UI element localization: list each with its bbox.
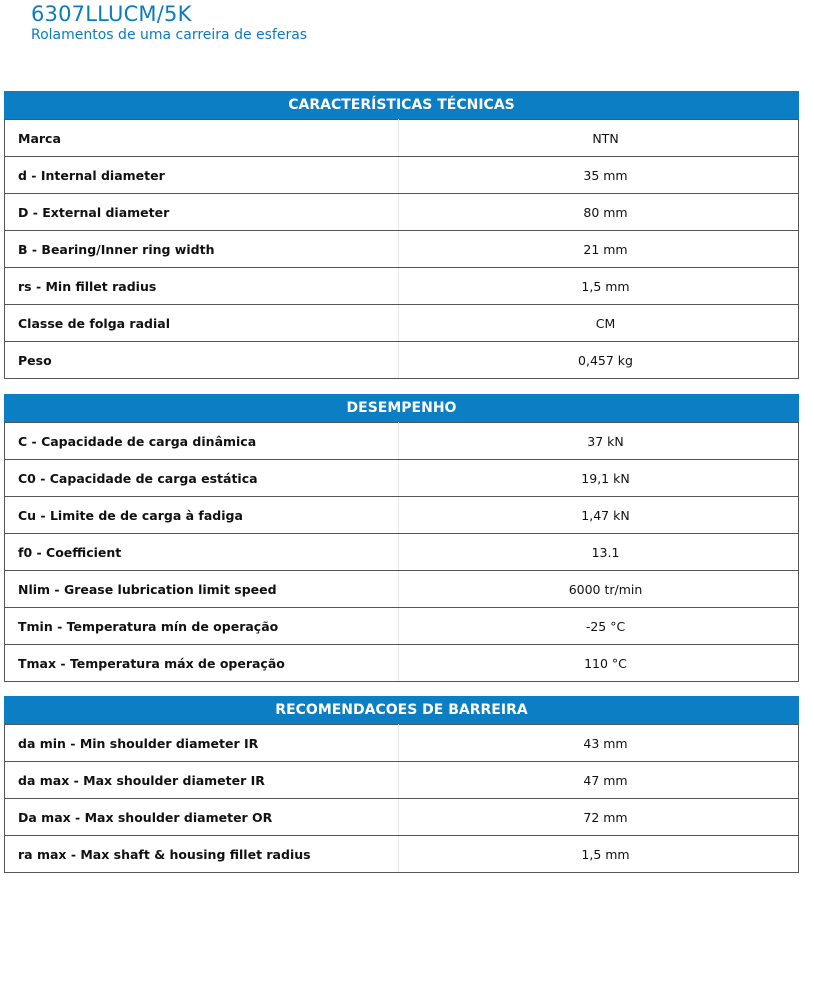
row-label: Cu - Limite de de carga à fadiga bbox=[5, 497, 399, 534]
row-label: D - External diameter bbox=[5, 194, 399, 231]
section-heading: RECOMENDACOES DE BARREIRA bbox=[4, 696, 799, 724]
table-row bbox=[5, 762, 799, 799]
row-value: NTN bbox=[399, 120, 799, 157]
table-row bbox=[5, 836, 799, 873]
product-subtitle: Rolamentos de uma carreira de esferas bbox=[31, 27, 308, 43]
table-row bbox=[5, 231, 799, 268]
table-row bbox=[5, 194, 799, 231]
row-value: -25 °C bbox=[399, 608, 799, 645]
row-label: C - Capacidade de carga dinâmica bbox=[5, 423, 399, 460]
row-label: Classe de folga radial bbox=[5, 305, 399, 342]
spec-table bbox=[4, 119, 799, 379]
row-label: Nlim - Grease lubrication limit speed bbox=[5, 571, 399, 608]
spec-table bbox=[4, 724, 799, 873]
table-row bbox=[5, 157, 799, 194]
table-row bbox=[5, 534, 799, 571]
row-label: da min - Min shoulder diameter IR bbox=[5, 725, 399, 762]
section-technical-characteristics bbox=[4, 91, 799, 379]
row-value: 110 °C bbox=[399, 645, 799, 682]
row-label: Da max - Max shoulder diameter OR bbox=[5, 799, 399, 836]
row-value: 43 mm bbox=[399, 725, 799, 762]
row-label: B - Bearing/Inner ring width bbox=[5, 231, 399, 268]
table-row bbox=[5, 305, 799, 342]
row-value: 1,47 kN bbox=[399, 497, 799, 534]
row-label: ra max - Max shaft & housing fillet radius bbox=[5, 836, 399, 873]
table-row bbox=[5, 342, 799, 379]
product-title: 6307LLUCM/5K bbox=[31, 2, 192, 26]
row-value: 47 mm bbox=[399, 762, 799, 799]
row-value: 37 kN bbox=[399, 423, 799, 460]
row-value: 13.1 bbox=[399, 534, 799, 571]
row-value: 6000 tr/min bbox=[399, 571, 799, 608]
row-label: d - Internal diameter bbox=[5, 157, 399, 194]
table-row bbox=[5, 608, 799, 645]
row-label: Peso bbox=[5, 342, 399, 379]
spec-table bbox=[4, 422, 799, 682]
section-heading: DESEMPENHO bbox=[4, 394, 799, 422]
row-value: 1,5 mm bbox=[399, 836, 799, 873]
row-label: f0 - Coefficient bbox=[5, 534, 399, 571]
row-label: Tmax - Temperatura máx de operação bbox=[5, 645, 399, 682]
section-performance bbox=[4, 394, 799, 682]
row-label: Tmin - Temperatura mín de operação bbox=[5, 608, 399, 645]
row-value: 0,457 kg bbox=[399, 342, 799, 379]
table-row bbox=[5, 120, 799, 157]
table-row bbox=[5, 799, 799, 836]
row-label: da max - Max shoulder diameter IR bbox=[5, 762, 399, 799]
table-row bbox=[5, 423, 799, 460]
row-value: 21 mm bbox=[399, 231, 799, 268]
row-value: 19,1 kN bbox=[399, 460, 799, 497]
table-row bbox=[5, 725, 799, 762]
row-value: 72 mm bbox=[399, 799, 799, 836]
row-value: 1,5 mm bbox=[399, 268, 799, 305]
row-value: 35 mm bbox=[399, 157, 799, 194]
table-row bbox=[5, 460, 799, 497]
section-heading: CARACTERÍSTICAS TÉCNICAS bbox=[4, 91, 799, 119]
table-row bbox=[5, 571, 799, 608]
row-value: CM bbox=[399, 305, 799, 342]
row-label: rs - Min fillet radius bbox=[5, 268, 399, 305]
table-row bbox=[5, 645, 799, 682]
row-label: Marca bbox=[5, 120, 399, 157]
section-barrier-recommendations bbox=[4, 696, 799, 873]
table-row bbox=[5, 497, 799, 534]
page-header bbox=[31, 2, 307, 44]
row-value: 80 mm bbox=[399, 194, 799, 231]
table-row bbox=[5, 268, 799, 305]
row-label: C0 - Capacidade de carga estática bbox=[5, 460, 399, 497]
